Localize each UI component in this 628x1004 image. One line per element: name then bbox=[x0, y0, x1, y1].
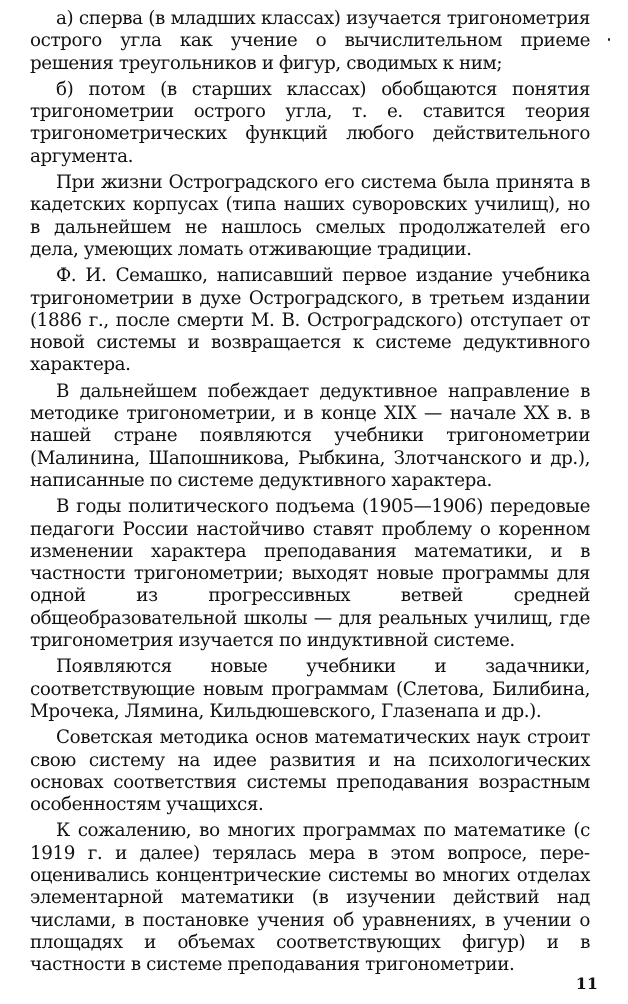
paragraph-5: В дальнейшем побеждает дедуктивное направление в методике тригонометрии, и в конце XIX — начале XX в. в нашей стране появляются учебники тригонометрии (Малинина, Шапошникова, Рыбкина, Злотчанского и др.), написанные по системе дедуктивного характера. bbox=[30, 380, 590, 491]
page-number: 11 bbox=[575, 974, 598, 993]
page-body bbox=[30, 8, 590, 980]
paragraph-7: Появляются новые учебники и задачники, соответствующие новым программам (Слетова, Билибина, Мрочека, Лямина, Кильдюшевского, Глазенапа и др.). bbox=[30, 656, 590, 722]
paragraph-1: а) сперва (в младших классах) изучается тригонометрия острого угла как учение о вычислительном приеме решения треугольников и фигур, сводимых к ним; bbox=[30, 8, 590, 74]
paragraph-2: б) потом (в старших классах) обобщаются понятия тригонометрии острого угла, т. е. ставится теория тригонометрических функций любого действительного аргумента. bbox=[30, 78, 590, 167]
paragraph-3: При жизни Остроградского его система была принята в кадетских корпусах (типа наших суворовских училищ), но в дальнейшем не нашлось смелых продолжателей его дела, умеющих ломать отживающие традиции. bbox=[30, 172, 590, 260]
paragraph-8: Советская методика основ математических наук строит свою систему на идее развития и на психологических основах соответствия системы преподавания возрастным особенностям учащихся. bbox=[30, 727, 590, 816]
scan-speck bbox=[608, 38, 610, 41]
paragraph-9: К сожалению, во многих программах по математике (с 1919 г. и далее) терялась мера в этом вопросе, переоценивались концентрические системы во многих отделах элементарной математики (в изучении действий над числами, в постановке учения об уравнениях, в учении о площадях и объемах соответствующих фигур) и в частности в системе преподавания тригонометрии. bbox=[30, 820, 590, 976]
paragraph-4: Ф. И. Семашко, написавший первое издание учебника тригонометрии в духе Остроградского, в третьем издании (1886 г., после смерти М. В. Остроградского) отступает от новой системы и возвращается к системе дедуктивного характера. bbox=[30, 265, 590, 376]
paragraph-6: В годы политического подъема (1905—1906) передовые педагоги России настойчиво ставят проблему о коренном изменении характера преподавания математики, и в частности тригонометрии; выходят новые программы для одной из прогрессивных ветвей средней общеобразовательной школы — для реальных училищ, где тригонометрия изучается по индуктивной системе. bbox=[30, 496, 590, 652]
